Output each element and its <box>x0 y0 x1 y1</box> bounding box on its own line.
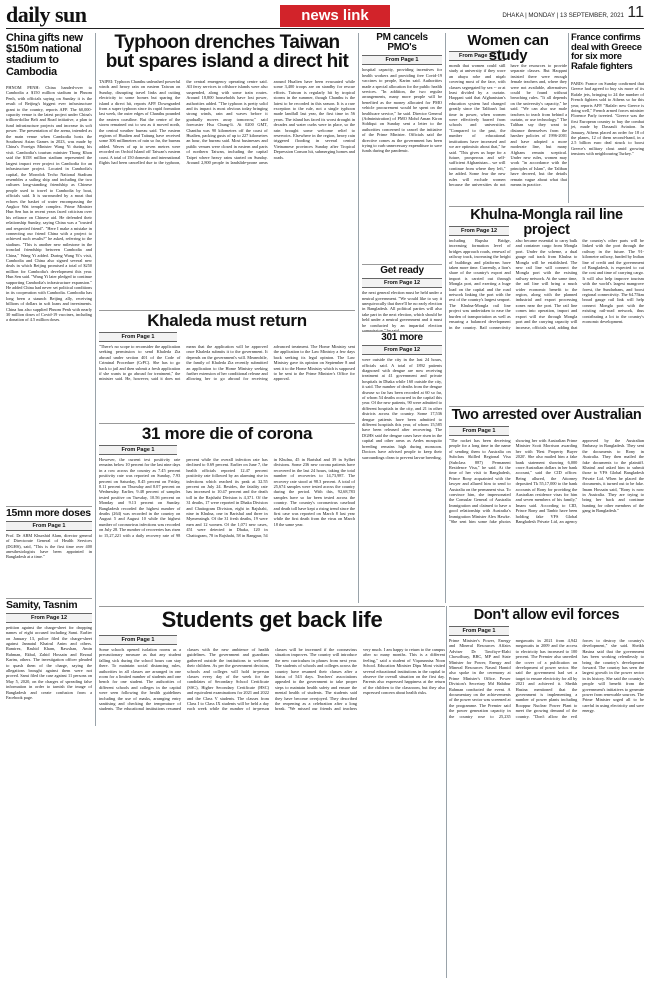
section-title: news link <box>280 5 390 27</box>
pm-body: hospital capacity, providing incentives for health workers and providing free Covid-19 vaccines to people, Karim said. Authorities made a special allocation for the public health services. "In addition, the two regular arrangements, many more people will be benefited as the money allocated for PMO vehicle procurement would be spent on the healthcare service," he said. Director General (Administration) of PMO Mohd Aman Kiron Siddiqui on Sunday sent a letter to the authorities concerned to cancel the initiative of the Prime Minister. Officials said the directive comes as the government has been trying to curb unnecessary expenditure to save funds during the pandemic. <box>362 67 442 154</box>
page-number: 11 <box>627 4 644 21</box>
pm-from: From Page 1 <box>362 55 442 65</box>
women-body: month that women could still study at university if they wore an abaya robe and niqab covering most of the face, with classes segregated by sex -- or at least divided by a curtain. Haqqani said that Afghanistan's education system had changed greatly since the Taliban's last time in power, when women were effectively barred from schools and universities. "Compared to the past, the number of educational institutions have increased and we are optimistic about that," he said. "This gives us hope for a future, prosperous and self-sufficient Afghanistan... we will continue from where they left," he added. Some fear the new rules will exclude women because the universities do not have the resources to provide separate classes. But Haqqani insisted there were enough female teachers and, where they were not available, alternatives could be found without breaching rules. "It all depends on the university's capacity," he said. "We can also use male teachers to teach from behind a curtain, or use technology." The Taliban say they want to distance themselves from the harsher policies of 1996-2001 and have adopted a more moderate line, but many Afghans remain sceptical. Under new rules, women may work "in accordance with the principles of Islam", the Taliban have decreed, but the details remain vague about what that means in practice. <box>449 63 567 187</box>
dengue-headline: 301 more <box>362 331 442 343</box>
students-headline: Students get back life <box>99 606 445 633</box>
getready-headline: Get ready <box>362 264 442 276</box>
story-khaleda <box>99 310 355 421</box>
khaleda-headline: Khaleda must return <box>99 310 355 330</box>
pm-col-rule <box>445 33 446 603</box>
boats-headline: 15mn more doses <box>6 507 91 519</box>
typhoon-body: TAIPEI: Typhoon Chanthu unleashed powerful winds and heavy rain on eastern Taiwan on Sunday, disrupting travel links and cutting electricity to some homes but sparing the island a direct hit, reports AFP. Downgraded from a super typhoon since its rapid formation last week, the outer edges of Chanthu pounded the eastern coastline. But the centre of the storm remained out to sea as it moved north, the central weather bureau said. The eastern regions of Hualien and Taitung have received some 306 millimetres of rain so far, the bureau added. Waves of up to seven metres were recorded on Orchid Island off Taiwan's eastern coast. A total of 150 domestic and international flights had been cancelled due to the typhoon, the central emergency operating centre said. All ferry services to offshore islands were also suspended, along with some train routes. Around 18,800 households have lost power, authorities added. "The typhoon is pretty solid and its impact is most obvious today bringing strong winds, rain and waves before it gradually moves away tomorrow," said forecaster Hsu Chung-li. At 0200 GMT, Chanthu was 90 kilometres off the coast of Hualien, packing gusts of up to 227 kilometres an hour, the bureau said. Most businesses and public venues were closed in eastern and parts of northern Taiwan, including the capital Taipei where heavy rains started on Sunday. Around 2,800 people in landslide-prone areas around Hualien have been evacuated while some 3,400 troops are on standby for rescue efforts. Taiwan is regularly hit by tropical storms in the summer, though Chanthu is the latest to be recorded in this season. It is a rare exception to the rule, not a single typhoon made landfall last year, the first time in 56 years. The island has faced its worst drought in decades and water curbs were in place, so the rain brought some welcome relief to reservoirs. Elsewhere in the region, heavy rain triggered flooding in several central Vietnamese provinces Sunday after Tropical Depression Conson hit, submerging homes and roads. <box>99 79 355 166</box>
samity-body: petition against the charge-sheet for dropping names of eight accused including Sami. Earlier on January 13, police filed the charge-sheet against Jannatul Khairul Anim and others. Ramirez, Rashid Kham, Rawshan, Amin Rahman, Ekbal, Zahid Hossain and Rezaul Karim, others. The investigation officer pleaded to quash them of the charge, saying the allegations brought against them were not proved. Sami filed the case against 11 persons on May 5, 2020, on the charges of spreading false information in order to tarnish the image of Bangladesh and create confusion from a Facebook page. <box>6 624 92 700</box>
france-rule <box>568 33 569 203</box>
story-typhoon <box>99 33 355 309</box>
story-covid <box>99 423 355 603</box>
story-boats <box>6 506 92 594</box>
china-body: PHNOM PENH: China handed-over to Cambodia a $150 million stadium in Phnom Penh, with officials saying on Sunday it is the result of Beijing's biggest ever infrastructure grant to the country, reports AFP. The 60,000-capacity venue is the latest project under China's trillion-dollar Belt and Road initiative, a plan to fund infrastructure projects and increase its soft power. The presentation of the arena, intended as the main venue when Cambodia hosts the Southeast Asian Games in 2023, was made by China's Foreign Minister Wang Yi during his visit. Cambodia's tourism minister Thong Khon said the $158 million stadium represented the largest impact ever project in Cambodia for an infrastructure project. Located in Cambodia's capital, the Morodok Techo National Stadium resembles a sailing ship and including the two cultures long-standing friendship as Chinese people used to travel to Cambodia by boat, officials said. It is surrounded by a moat that echoes the basket of water encompassing the Angkor Wat temple complex. Prime Minister Hun Sen has in recent years faced criticism over his reliance on Chinese aid. He defended their relationship Sunday, saying China was a "trusted and respected friend". "Here I make a mistake in connecting our friend China with a project to achieved such results?" he asked, referring to the stadium. "This is another new milestone in the ironclad friendship between Cambodia and China," Wang Yi added. During Wang Yi's visit, Cambodia and China also signed several new deals in which Beijing promised a total of $250 million for Cambodia's development this year. Hun Sen said. "Wang Yi later pledged to continue supporting Cambodia's infrastructure expansion." He added China had never set political conditions in its cooperation with Cambodia. Cambodia has long been a staunch Beijing ally, receiving billions of dollars in soft loans and investments. China has also supplied Phnom Penh with nearly 30 million doses of Covid-19 vaccines, including a donation of 4.5 million doses. <box>6 85 92 323</box>
women-headline: Women can study <box>467 32 549 65</box>
dont-headline: Don't allow evil forces <box>449 606 644 624</box>
dengue-body: were outside the city in the last 24 hours, officials said. A total of 1892 patients diagnosed with dengue are now receiving treatment at 41 government and private hospitals in Dhaka while 160 outside the city, it said. The number of deaths from the dengue disease so far has been recorded at 60 so far, of whom 54 deaths occurred in the capital this year. Of the new patients, 90 were admitted to different hospitals in the city, and 21 in other districts across the country. Some 17,536 dengue patients have been admitted to different hospitals this year, of whom 15,585 have been released after recovering. The DGHS said the dengue cases have risen in the capital and other areas as Aedes mosquito breeding remains high during monsoon. Doctors have advised people to keep their surroundings clean to prevent larvae breeding. <box>362 357 442 460</box>
pm-headline: PM cancels PMO's <box>376 32 428 54</box>
khulna-headline: Khulna-Mongla rail line project <box>449 206 644 224</box>
story-two <box>449 406 644 603</box>
china-headline: China gifts new $150m national stadium to Cambodia <box>6 32 83 78</box>
story-students <box>99 606 445 978</box>
khaleda-from: From Page 1 <box>99 332 177 342</box>
date-line: DHAKA | MONDAY | 13 SEPTEMBER, 2021 <box>502 12 624 19</box>
dont-body: Prime Minister's Power, Energy and Mineral Resources Affairs Adviser Dr Tawfiq-e-Elahi Chowdhury, BBC, MP and State Minister for Power, Energy and Mineral Resources Nasrul Hamid also spoke in the ceremony at Prime Minister's Office. Power Division's Secretary Md Habibur Rahman conducted the event. A documentary on the achievements of the power sector was screened at the programme. The Premier said the power generation capacity in the country rose to 25,235 megawatts in 2021 from 4,942 megawatts in 2009 and the access to electricity has increased to 100 percent. The Premier also unveiled the cover of a publication on development of power sector. She said the government had set a target to ensure electricity for all by 2021 and achieved it. Sheikh Hasina mentioned that the government is implementing a number of power plants including Rooppur Nuclear Power Plant to meet the growing demand of the country. "Don't allow the evil forces to destroy the country's development," she said. Sheikh Hasina said that the government has been working relentlessly to bring the country's development forward. The country has seen the largest growth in the power sector in its history. She said the country's people will benefit from the government's initiatives to generate power from renewable sources. The Prime Minister urged all to be careful in using electricity and save energy. <box>449 638 644 719</box>
covid-body: However, the current test positivity rate remains below 10 percent for the last nine days in a row across the country as 7.45 percent positivity rate was reported on Sunday, 7.93 percent on Saturday, 8.45 percent on Friday, 8.11 percent on Thursday and 8.07 percent on Wednesday. Earlier, 9.48 percent of samples tested positive on Tuesday, 10.56 percent on Monday and 9.13 percent on Sunday. Bangladesh recorded the highest number of deaths (264) was recorded in the country on August 5 and August 10 while the highest number of coronavirus infections was recorded on July 28. The number of recoveries has risen to 15,27,221 with a daily recovery rate of 98 percent while the overall infection rate has declined to 0.69 percent. Earlier on June 7, the health officials reported 12.47 percent positivity rate followed by an alarming rise in infections which reached its peak at 32.55 percent on July 24. Besides, the fatality rate has increased to 10.47 percent and the death toll in the Rajshahi Division is 4,371. Of the 31 deaths, 17 were reported in Dhaka Division and Chattogram Division, eight in Rajshahi, nine in Khulna, one in Barishal and three in Mymensingh. Of the 31 fresh deaths, 19 were men and 12 women. Of the 1,071 new cases, 451 were detected in Dhaka, 120 in Chattogram, 78 in Rajshahi, 58 in Rangpur, 54 in Khulna, 45 in Barishal and 39 in Sylhet divisions. Some 236 new corona patients have recovered in the last 24 hours, taking the total number of recoveries to 14,73,987. The recovery rate stood at 98.3 percent. A total of 25,674 samples were tested across the country during the period. With this, 92,68,783 samples have so far been tested across the country. The country's coronavirus caseload and death toll have kept a rising trend since the first case was reported on March 8 last year while the first death from the virus on March 18 the same year. <box>99 457 355 538</box>
getready-from: From Page 12 <box>362 278 442 288</box>
two-from: From Page 1 <box>449 426 509 436</box>
masthead-rule <box>6 28 644 29</box>
story-women <box>449 33 567 203</box>
story-dengue <box>362 331 442 603</box>
masthead <box>6 4 644 28</box>
students-from: From Page 1 <box>99 635 177 645</box>
story-dont <box>449 606 644 978</box>
mid-col-rule <box>358 33 359 603</box>
covid-headline: 31 more die of corona <box>99 423 355 443</box>
boats-body: Prof. Dr ABM Khurshid Alam, director general of Directorate General of Health Services (DGHS), said, "This is the first time over 400 anesthesiologists have been appointed in Bangladesh at a time." <box>6 532 92 560</box>
students-rule <box>446 606 447 978</box>
khaleda-body: "There's no scope to reconsider the application seeking permission to send Khaleda Zia abroad under section 401 of the Code of Criminal Procedure (CrPC). She has to go back to jail and then submit a fresh application if she wants to go abroad for treatment," the minister said. He, however, said it does not mean that the application will be approved once Khaleda submits it to the government. It depends on the government's will. Meanwhile, the family of Khaleda Zia recently submitted an application to the Home Ministry seeking further extension of her conditional release and allowing her to go abroad for receiving advanced treatment. The Home Ministry sent the application to the Law Ministry a few days back seeking its legal opinion. The Law Ministry gave its opinion on September 8 and sent it to the Home Ministry which is supposed to be sent to the Prime Minister's Office for approval. <box>99 344 355 382</box>
two-headline: Two arrested over Australian <box>449 406 644 424</box>
story-samity <box>6 598 92 726</box>
students-body: Some schools opened isolation rooms as a precautionary measure as that any student falling sick during the school hours can stay there. To maintain social distancing rules, authorities in all classes are arranged in one room for a limited number of students and one bench for one student. The authorities of different schools and colleges in the capital were seen following the health guidelines including the use of masks, arranging entry sanitising and checking the temperature of students. The educational institutions resumed classes with the new ambience of health guidelines. The government and guardians gathered outside the institutions to welcome their children. As per the government decision, schools and colleges will hold in-person classes every day of the week for the candidates of Secondary School Certificate (SSC), Higher Secondary Certificate (HSC) and equivalent examinations for 2021 and 2022 and the Class V students. The classes from Class I to Class IX students will be held a day each week while the number of in-person classes will be increased if the coronavirus situation improves. The country will introduce the new curriculum in phases from next year. The students of schools and colleges across the country have resumed their classes after a hiatus of 543 days. Teachers' associations appealed to the government to take proper steps to maintain health safety and ensure the mental health of students. The students said they have become overjoyed. They described the reopening as a celebration after a long break. "We missed our friends and teachers very much. I am happy to return to the campus after so many months. This is a different feeling," said a student of Viqarunnisa Noon School. Education Minister Dipu Moni visited several educational institutions in the capital to observe the overall situation on the first day. Parents also expressed happiness at the return of the children to the classroom, but they also expressed concern about health risks. <box>99 647 445 712</box>
boats-from: From Page 1 <box>6 521 92 531</box>
story-france <box>571 33 644 203</box>
two-body: "The racket has been deceiving people for a long time in the name of sending them to Australia on Subclass Skilled Regional Visa (Subclass 887) Permanent Residence Visa," he said. At the time of her visit to Bangladesh, Prince Rony acquainted with the lawyer and allured him to send to Australia on the permanent visa. To convince him, she impersonated the Consular General of Australia Immigration and claimed to have a good relationship with Australia's Immigration Minister Alex Hawke. "She sent him some fake photos showing her with Australian Prime Minister Scott Morrison awarding her with 'Best Property Buyer 2020'. She also mailed him a fake bank statement showing 6,000 crore Australian dollars in her bank account," said the CID officer. Being allured, the Attorney deposited Tk 55,17,000 to the bank accounts of Rony for providing the Australian residence visas for him and seven members of his family," Imam said. According to CID, Prince Rony and Tanbir have been holding fake VFS Global Bangladesh Private Ltd, an agency approved by the Australian Embassy in Bangladesh. They sent the documents to Rony in Australia. They then mailed the fake documents to the plaintiff. Khairul and asked him to submit those to VFS Global Bangladesh Private Ltd. When he placed the documents, it turned out to be fake. Imam Hossain said, "Rony is now in Australia. They are trying to bring her back and continue hunting for other members of the gang in Bangladesh." <box>449 438 644 525</box>
story-getready <box>362 264 442 334</box>
masthead-title: daily sun <box>6 2 87 27</box>
women-from: From Page 12 <box>449 51 505 61</box>
story-pm <box>362 33 442 263</box>
getready-body: the next general election must be held under a neutral government. "We would like to say it unequivocally that there'll be no early election in Bangladesh. All political parties will also take part in the next election, which should be held under a neutral government and it must be conducted by an impartial election commission," he said. <box>362 290 442 334</box>
story-china <box>6 33 92 503</box>
france-headline: France confirms deal with Greece for six more Rafale fighters <box>571 32 642 73</box>
dont-from: From Page 1 <box>449 626 509 636</box>
samity-from: From Page 12 <box>6 613 92 623</box>
dengue-from: From Page 12 <box>362 345 442 355</box>
france-body: PARIS: France on Sunday confirmed that Greece had agreed to buy six more of its Rafale jets, bringing to 24 the number of French fighters sold to Athens so far this year, reports AFP. "Rafale: new Greece is doing well," French armed forces minister Florence Parly tweeted. "Greece was the first European country to buy the combat jet, made by Dassault Aviation. In January, Athens placed an order for 18 of the planes, 12 of them second-hand, in a 2.5 billion euro deal struck to boost Greece's military clout amid growing tensions with neighbouring Turkey." <box>571 81 644 157</box>
typhoon-headline: Typhoon drenches Taiwan but spares island a direct hit <box>105 32 349 73</box>
khulna-body: including Rupsha Bridge, increasing formation level of bridges approach roads, renewal of railway track, increasing the height of buildings and platforms have taken more time. Currently, a lion's share of the country's export and import is carried out through Mongla port, and exerting a huge load on the capital and the road network linking the port with the rest of the country's largest seaport. The Khulna-Mongla rail line project was undertaken to ease the burden of transportation as well as ensuring a balanced development in the country. Rail connectivity also became essential to carry bulk and container cargo from Mongla port. Under the scheme, a dual gauge rail track from Khulna to Mongla will be established. The new rail line will connect the Mongla port with the existing railway network. At the same time, the rail line will bring a much wider economic benefit to the region, along with the planned industrial and export processing zones near the port. The rail line comes into operation, import and export will rise through Mongla port and the carrying capacity will increase, officials said, adding that the country's other parts will be linked with the port through the railway in the future. The 91-kilometre railway, funded by Indian line of credit and the government of Bangladesh, is expected to cut the cost and time of carrying cargo. It will also help improve tourism with the world's largest mangrove forest, the Sundarbans, and boost regional connectivity. The 64.75km broad gauge rail link will help connect Mongla port with the existing rail-road network, thus contributing a lot to the country's economic development. <box>449 238 644 330</box>
covid-from: From Page 1 <box>99 445 177 455</box>
samity-headline: Samity, Tasnim <box>6 598 92 611</box>
khulna-from: From Page 12 <box>449 226 509 236</box>
left-col-rule <box>95 33 96 726</box>
story-khulna <box>449 206 644 404</box>
